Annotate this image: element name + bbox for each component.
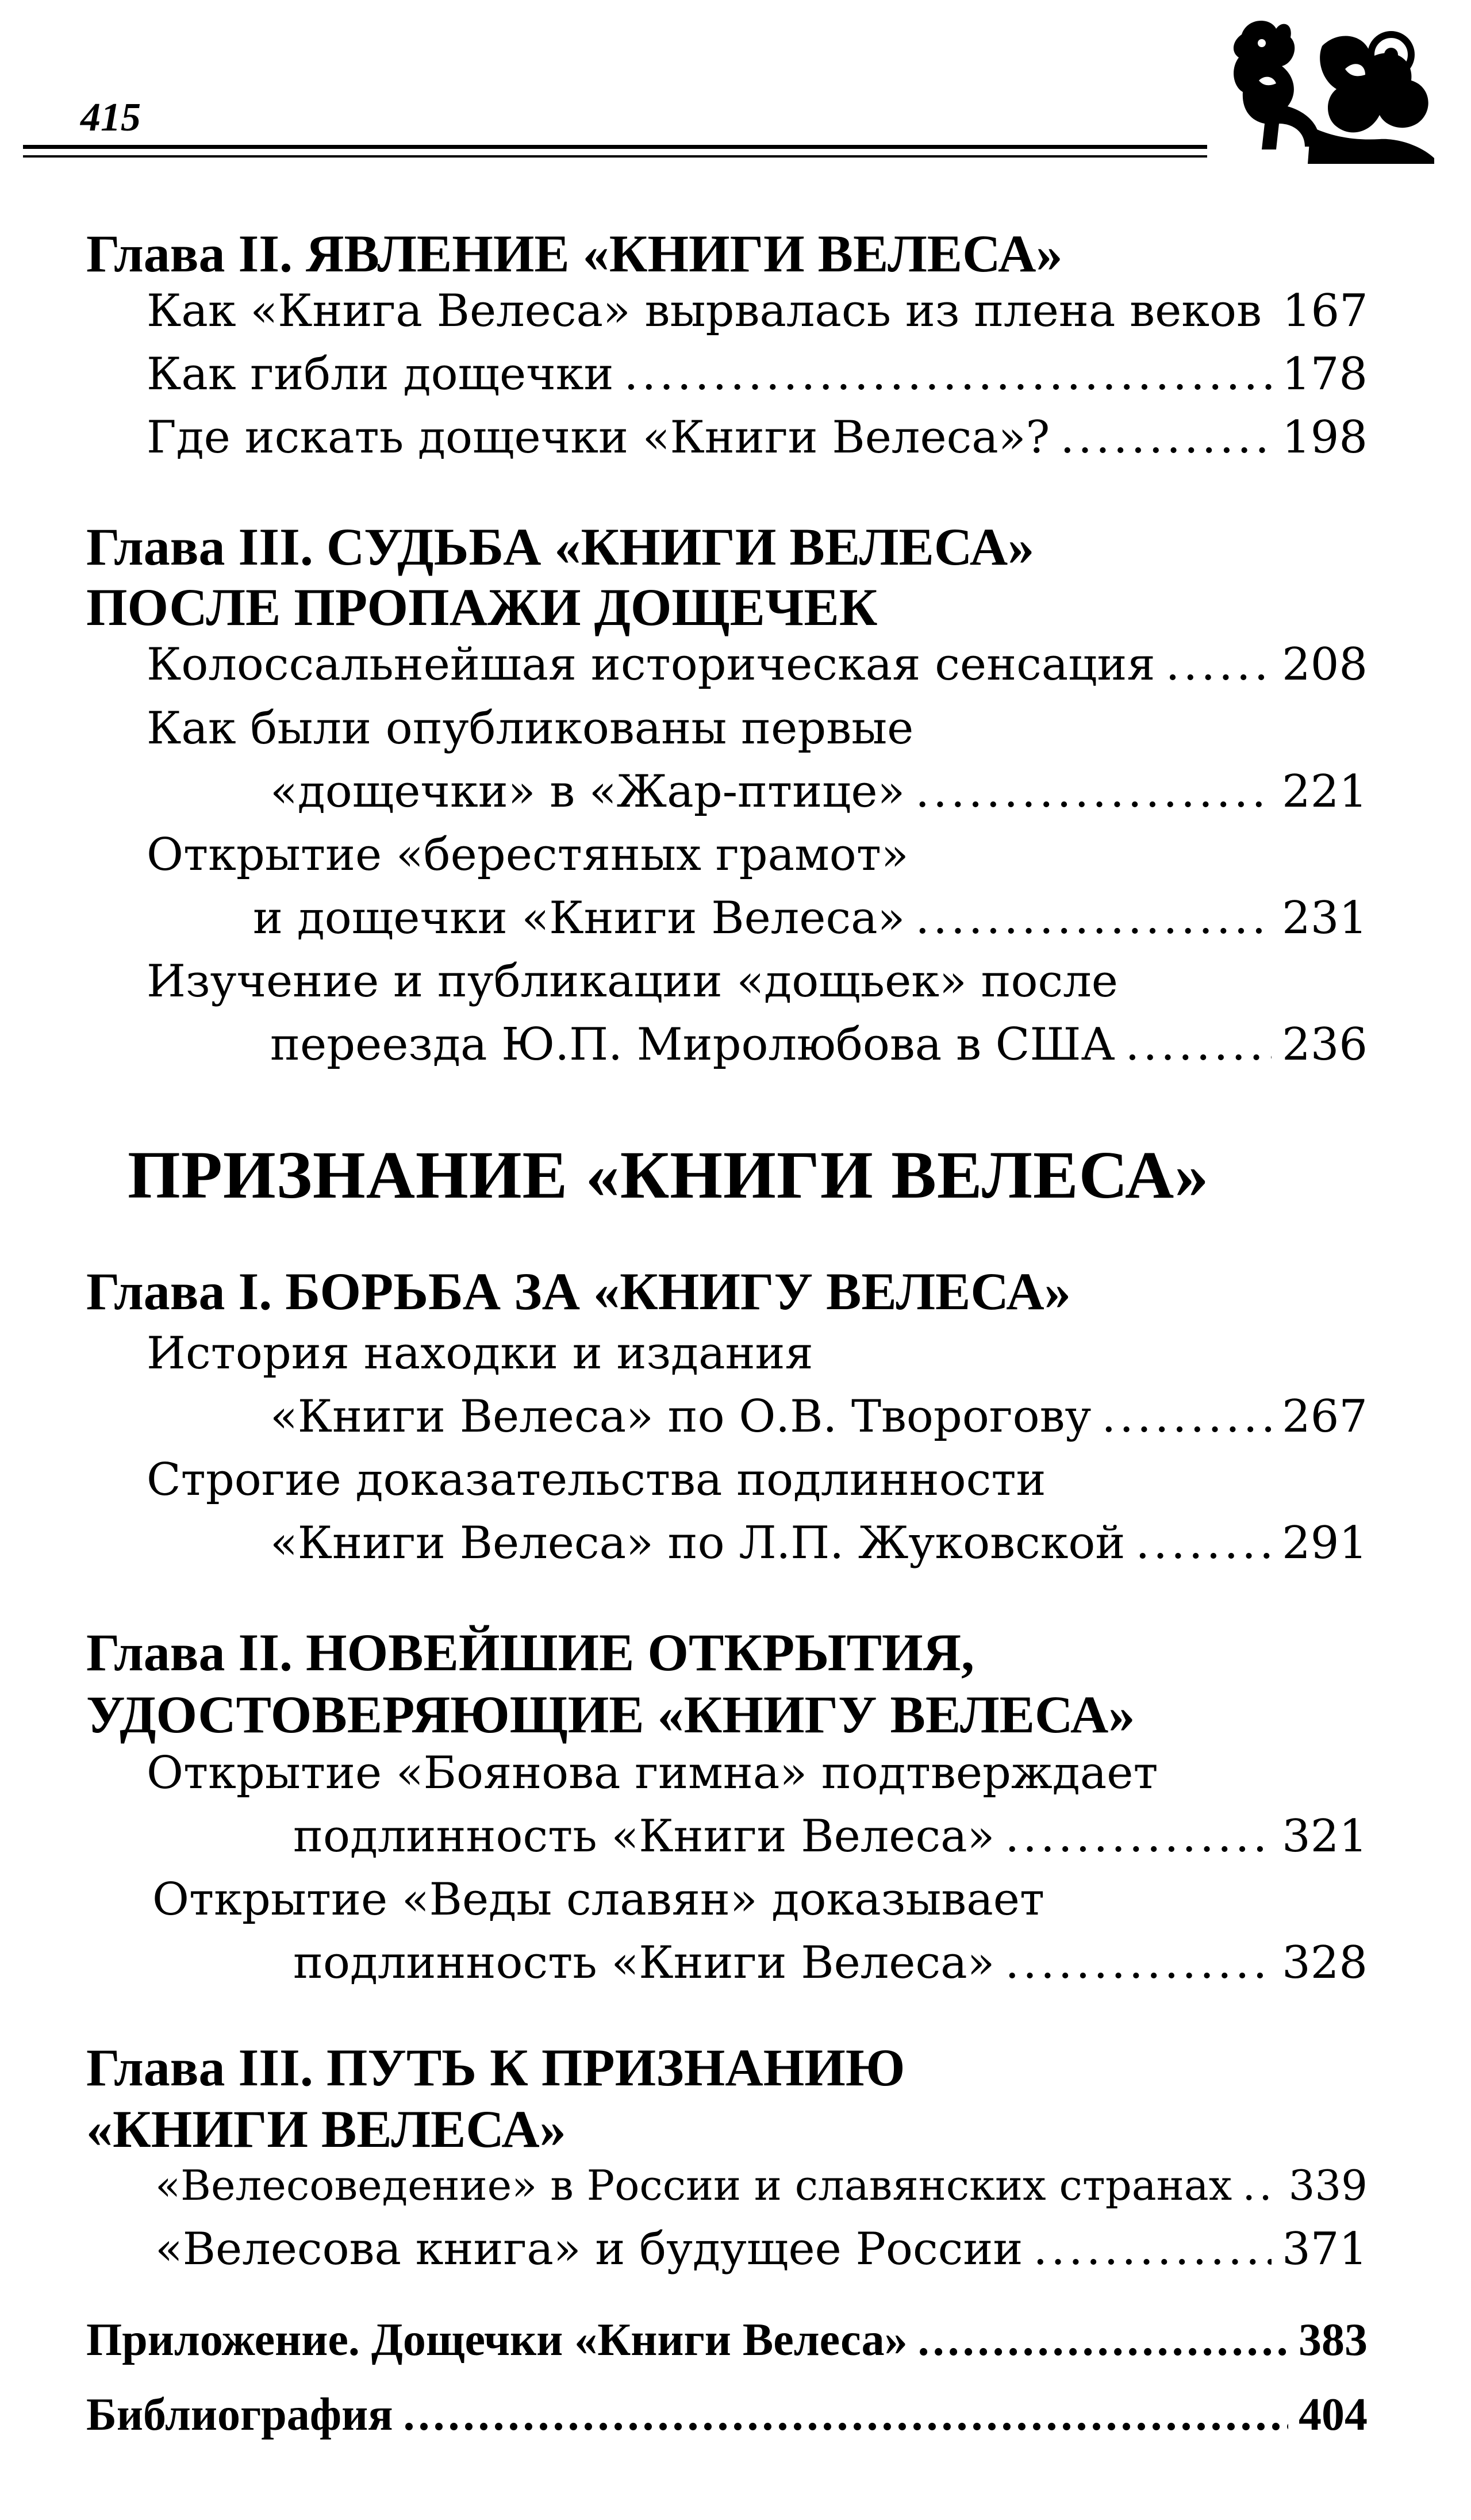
page-ref: 291 — [1282, 1517, 1368, 1569]
toc-entry-title: Как «Книга Велеса» вырвалась из плена веков — [147, 285, 1262, 337]
toc-entry-line — [152, 1874, 1045, 1926]
chapter-heading — [86, 2038, 905, 2097]
toc-entry[interactable] — [147, 348, 1368, 400]
toc-entry-title: История находки и издания — [147, 1328, 813, 1379]
leader-dots — [1242, 2165, 1278, 2206]
leader-dots — [1101, 1394, 1272, 1439]
page-ref: 328 — [1282, 1937, 1368, 1989]
toc-entry-title: Как были опубликованы первые — [147, 703, 914, 754]
page-ref: 167 — [1282, 285, 1368, 337]
leader-dots — [915, 896, 1272, 941]
part-title: ПРИЗНАНИЕ «КНИГИ ВЕЛЕСА» — [128, 1137, 1209, 1213]
page-ref: 321 — [1282, 1811, 1368, 1862]
toc-entry[interactable] — [293, 1937, 1368, 1989]
toc-entry-title: подлинность «Книги Велеса» — [293, 1811, 995, 1862]
toc-entry[interactable] — [155, 2161, 1368, 2210]
toc-entry[interactable] — [253, 892, 1368, 944]
leader-dots — [624, 352, 1272, 397]
page-ref: 236 — [1282, 1019, 1368, 1071]
chapter-heading-cont — [86, 578, 878, 636]
toc-entry-title: «Велесоведение» в России и славянских странах — [155, 2161, 1232, 2210]
toc-entry-title: «Велесова книга» и будущее России — [155, 2223, 1023, 2275]
chapter-heading-cont — [86, 1685, 1135, 1744]
toc-entry[interactable] — [293, 1811, 1368, 1862]
chapter-title: Глава III. СУДЬБА «КНИГИ ВЕЛЕСА» — [86, 517, 1035, 576]
page-header — [0, 0, 1471, 172]
toc-entry-title: «дощечки» в «Жар-птице» — [270, 766, 905, 818]
toc-entry-title: Изучение и публикации «дощьек» после — [147, 956, 1118, 1007]
toc-entry-title: Открытие «берестяных грамот» — [147, 829, 909, 881]
page-ref: 178 — [1282, 348, 1368, 400]
toc-entry[interactable] — [147, 639, 1368, 691]
toc-entry[interactable] — [147, 412, 1368, 463]
toc-entry-title: Где искать дощечки «Книги Велеса»? — [147, 412, 1050, 463]
toc-entry[interactable] — [270, 1517, 1368, 1569]
toc-entry-line — [147, 1454, 1046, 1506]
leader-dots — [1033, 2227, 1272, 2272]
leader-dots — [1166, 642, 1272, 687]
leader-dots — [1005, 1940, 1272, 1985]
leader-dots — [915, 769, 1272, 814]
page-ref: 198 — [1282, 412, 1368, 463]
heraldic-beast-ornament-icon — [1207, 11, 1437, 167]
toc-entry-title: «Книги Велеса» по О.В. Творогову — [270, 1391, 1092, 1443]
page-ref: 221 — [1282, 766, 1368, 818]
page-ref: 371 — [1282, 2223, 1368, 2275]
header-rule — [23, 145, 1207, 149]
chapter-title: УДОСТОВЕРЯЮЩИЕ «КНИГУ ВЕЛЕСА» — [86, 1685, 1135, 1744]
chapter-heading — [86, 1262, 1071, 1321]
toc-entry-title: переезда Ю.П. Миролюбова в США — [270, 1019, 1115, 1071]
chapter-title: ПОСЛЕ ПРОПАЖИ ДОЩЕЧЕК — [86, 578, 878, 636]
page-ref: 383 — [1299, 2315, 1368, 2365]
page-ref: 208 — [1282, 639, 1368, 691]
chapter-title: «КНИГИ ВЕЛЕСА» — [86, 2100, 566, 2158]
toc-entry-title: и дощечки «Книги Велеса» — [253, 892, 905, 944]
toc-entry-line — [147, 1747, 1158, 1799]
toc-entry-title: подлинность «Книги Велеса» — [293, 1937, 995, 1989]
page-number: 415 — [80, 95, 141, 140]
toc-entry-title: Приложение. Дощечки «Книги Велеса» — [86, 2315, 908, 2365]
chapter-heading-cont — [86, 2100, 566, 2158]
page-ref: 339 — [1288, 2161, 1368, 2210]
toc-entry-appendix[interactable] — [86, 2317, 1368, 2363]
toc-entry-bibliography[interactable] — [86, 2389, 1368, 2440]
chapter-title: Глава III. ПУТЬ К ПРИЗНАНИЮ — [86, 2038, 905, 2097]
toc-entry-title: Открытие «Веды славян» доказывает — [152, 1874, 1045, 1926]
chapter-title: Глава II. ЯВЛЕНИЕ «КНИГИ ВЕЛЕСА» — [86, 224, 1063, 283]
toc-entry-line — [147, 1328, 813, 1379]
toc-entry-title: Библиография — [86, 2389, 393, 2440]
toc-entry-line — [147, 829, 909, 881]
chapter-heading — [86, 1623, 974, 1682]
toc-entry-line — [147, 703, 914, 754]
leader-dots — [1005, 1814, 1272, 1859]
part-heading — [128, 1137, 1209, 1213]
toc-entry[interactable] — [147, 285, 1368, 337]
page-ref: 231 — [1282, 892, 1368, 944]
toc-entry-line — [147, 956, 1118, 1007]
leader-dots — [1060, 415, 1272, 460]
leader-dots — [918, 2317, 1288, 2363]
page-ref: 404 — [1299, 2389, 1368, 2440]
toc-entry[interactable] — [270, 1391, 1368, 1443]
toc-entry[interactable] — [270, 766, 1368, 818]
leader-dots — [1126, 1022, 1272, 1067]
leader-dots — [404, 2392, 1288, 2438]
chapter-title: Глава I. БОРЬБА ЗА «КНИГУ ВЕЛЕСА» — [86, 1262, 1071, 1321]
toc-entry-title: Открытие «Боянова гимна» подтверждает — [147, 1747, 1158, 1799]
toc-entry-title: Строгие доказательства подлинности — [147, 1454, 1046, 1506]
chapter-title: Глава II. НОВЕЙШИЕ ОТКРЫТИЯ, — [86, 1623, 974, 1682]
toc-entry[interactable] — [155, 2223, 1368, 2275]
leader-dots — [1135, 1521, 1272, 1566]
chapter-heading — [86, 224, 1063, 283]
toc-entry-title: «Книги Велеса» по Л.П. Жуковской — [270, 1517, 1126, 1569]
toc-entry-title: Как гибли дощечки — [147, 348, 614, 400]
chapter-heading — [86, 517, 1035, 576]
page-ref: 267 — [1282, 1391, 1368, 1443]
toc-entry[interactable] — [270, 1019, 1368, 1071]
header-rule-thin — [23, 155, 1207, 158]
toc-entry-title: Колоссальнейшая историческая сенсация — [147, 639, 1155, 691]
